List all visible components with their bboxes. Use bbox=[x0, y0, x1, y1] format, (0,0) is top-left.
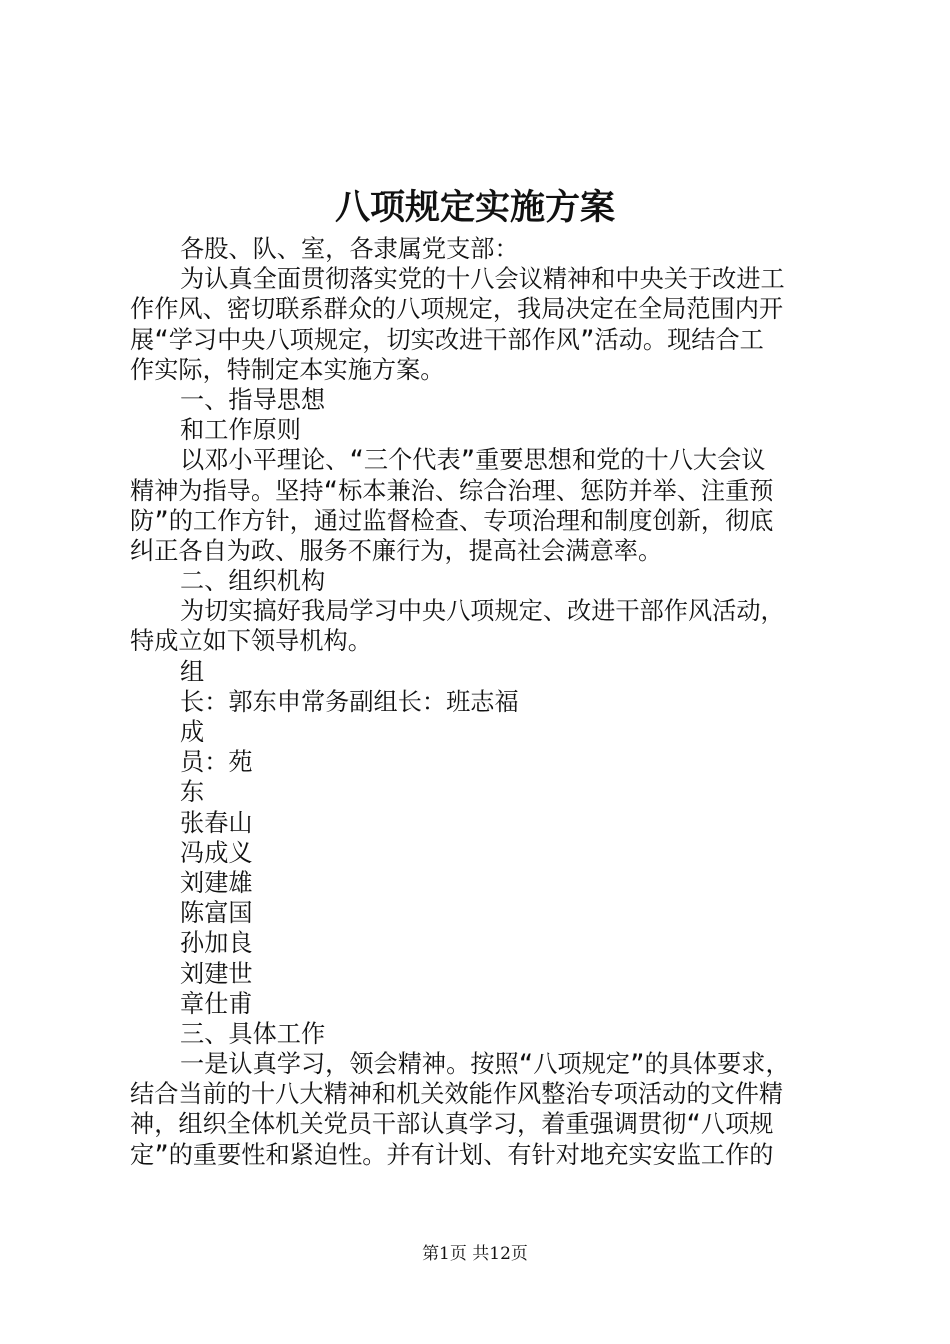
body-line: 定”的重要性和紧迫性。并有计划、有针对地充实安监工作的 bbox=[130, 1140, 774, 1169]
document-title: 八项规定实施方案 bbox=[334, 187, 615, 228]
body-line: 神，组织全体机关党员干部认真学习，着重强调贯彻“八项规 bbox=[130, 1110, 774, 1139]
body-line: 展“学习中央八项规定，切实改进干部作风”活动。现结合工 bbox=[130, 325, 764, 354]
body-line: 章仕甫 bbox=[180, 989, 253, 1018]
body-line: 作作风、密切联系群众的八项规定，我局决定在全局范围内开 bbox=[130, 295, 784, 324]
body-line: 各股、队、室，各隶属党支部： bbox=[180, 235, 519, 263]
body-line: 员：苑 bbox=[180, 748, 253, 777]
body-line: 一是认真学习，领会精神。按照“八项规定”的具体要求， bbox=[180, 1050, 790, 1079]
body-line: 组 bbox=[180, 657, 205, 686]
body-line: 为认真全面贯彻落实党的十八会议精神和中央关于改进工 bbox=[180, 265, 785, 294]
body-line: 二、组织机构 bbox=[180, 567, 326, 596]
body-line: 精神为指导。坚持“标本兼治、综合治理、惩防并举、注重预 bbox=[130, 476, 774, 505]
body-line: 冯成义 bbox=[180, 838, 253, 867]
body-line: 孙加良 bbox=[180, 929, 253, 958]
body-line: 刘建世 bbox=[180, 959, 253, 988]
body-line: 长：郭东申常务副组长：班志福 bbox=[180, 687, 519, 716]
body-line: 刘建雄 bbox=[180, 868, 253, 897]
body-line: 结合当前的十八大精神和机关效能作风整治专项活动的文件精 bbox=[130, 1080, 784, 1109]
body-line: 成 bbox=[180, 718, 205, 746]
body-line: 陈富国 bbox=[180, 899, 253, 928]
body-line: 和工作原则 bbox=[180, 416, 301, 445]
body-line: 防”的工作方针，通过监督检查、专项治理和制度创新，彻底 bbox=[130, 506, 774, 535]
body-line: 为切实搞好我局学习中央八项规定、改进干部作风活动， bbox=[180, 597, 785, 626]
body-line: 三、具体工作 bbox=[180, 1019, 326, 1048]
document-body bbox=[130, 234, 830, 1170]
body-line: 一、指导思想 bbox=[180, 385, 326, 414]
page-footer: 第1页 共12页 bbox=[422, 1244, 528, 1264]
body-line: 特成立如下领导机构。 bbox=[130, 627, 372, 656]
body-line: 东 bbox=[180, 778, 205, 807]
body-line: 以邓小平理论、“三个代表”重要思想和党的十八大会议 bbox=[180, 446, 766, 475]
body-line: 作实际，特制定本实施方案。 bbox=[130, 355, 445, 384]
body-line: 张春山 bbox=[180, 808, 253, 837]
body-line: 纠正各自为政、服务不廉行为，提高社会满意率。 bbox=[130, 536, 663, 565]
